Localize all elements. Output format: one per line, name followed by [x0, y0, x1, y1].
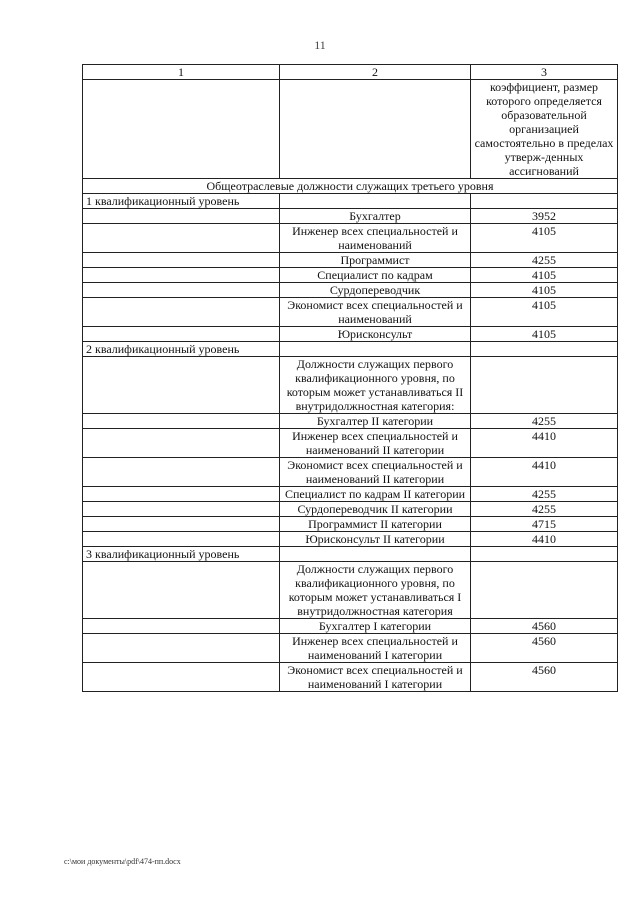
table-row [83, 634, 618, 663]
table-row [83, 487, 618, 502]
table-row [83, 502, 618, 517]
position-name: Бухгалтер [280, 209, 471, 224]
position-name: Экономист всех специальностей и наименований II категории [280, 458, 471, 487]
salary-value: 4105 [471, 268, 618, 283]
salary-value: 4715 [471, 517, 618, 532]
table-row [83, 298, 618, 327]
position-name: Инженер всех специальностей и наименований I категории [280, 634, 471, 663]
salary-value: 4255 [471, 414, 618, 429]
level-title: 1 квалификационный уровень [83, 194, 280, 209]
salary-value: 4410 [471, 458, 618, 487]
section-row [83, 179, 618, 194]
table-row [83, 209, 618, 224]
column-header-3: 3 [471, 65, 618, 80]
continuation-note: коэффициент, размер которого определяется образовательной организацией самостоятельно в пределах утверж-денных ассигнований [471, 80, 618, 179]
position-name: Должности служащих первого квалификационного уровня, по которым может устанавливаться I внутридолжностная категория [280, 562, 471, 619]
table-row [83, 517, 618, 532]
position-name: Экономист всех специальностей и наименований I категории [280, 663, 471, 692]
position-name: Программист II категории [280, 517, 471, 532]
salary-value [471, 357, 618, 414]
level-row [83, 194, 618, 209]
position-name: Бухгалтер I категории [280, 619, 471, 634]
position-name: Инженер всех специальностей и наименований II категории [280, 429, 471, 458]
position-name: Экономист всех специальностей и наименований [280, 298, 471, 327]
salary-value: 4410 [471, 532, 618, 547]
salary-value: 4105 [471, 327, 618, 342]
table-row [83, 327, 618, 342]
table-row [83, 253, 618, 268]
footer-file-path: c:\мои документы\pdf\474-пп.docx [64, 857, 181, 866]
page-number: 11 [314, 38, 326, 52]
salary-value: 4255 [471, 253, 618, 268]
column-header-2: 2 [280, 65, 471, 80]
position-name: Программист [280, 253, 471, 268]
table-row [83, 429, 618, 458]
level-row [83, 547, 618, 562]
salary-table [82, 64, 618, 692]
salary-value: 4105 [471, 298, 618, 327]
salary-value: 4105 [471, 224, 618, 253]
position-name: Бухгалтер II категории [280, 414, 471, 429]
position-name: Юрисконсульт [280, 327, 471, 342]
position-name: Специалист по кадрам II категории [280, 487, 471, 502]
position-name: Специалист по кадрам [280, 268, 471, 283]
salary-value: 4255 [471, 502, 618, 517]
table-row [83, 283, 618, 298]
section-title: Общеотраслевые должности служащих третьего уровня [83, 179, 618, 194]
table-row [83, 458, 618, 487]
position-name: Инженер всех специальностей и наименований [280, 224, 471, 253]
position-name: Сурдопереводчик II категории [280, 502, 471, 517]
salary-value: 4410 [471, 429, 618, 458]
level-title: 3 квалификационный уровень [83, 547, 280, 562]
position-name: Сурдопереводчик [280, 283, 471, 298]
table-row [83, 619, 618, 634]
table-row [83, 357, 618, 414]
position-name: Должности служащих первого квалификационного уровня, по которым может устанавливаться II внутридолжностная категория: [280, 357, 471, 414]
table-row [83, 414, 618, 429]
table-row [83, 663, 618, 692]
level-row [83, 342, 618, 357]
position-name: Юрисконсульт II категории [280, 532, 471, 547]
table-row [83, 268, 618, 283]
table-row [83, 224, 618, 253]
column-header-1: 1 [83, 65, 280, 80]
table-header-row [83, 65, 618, 80]
salary-value: 4255 [471, 487, 618, 502]
table-row [83, 532, 618, 547]
level-title: 2 квалификационный уровень [83, 342, 280, 357]
salary-value: 4105 [471, 283, 618, 298]
table-row [83, 562, 618, 619]
salary-value: 3952 [471, 209, 618, 224]
continuation-row [83, 80, 618, 179]
salary-value: 4560 [471, 634, 618, 663]
salary-value [471, 562, 618, 619]
salary-value: 4560 [471, 619, 618, 634]
salary-value: 4560 [471, 663, 618, 692]
